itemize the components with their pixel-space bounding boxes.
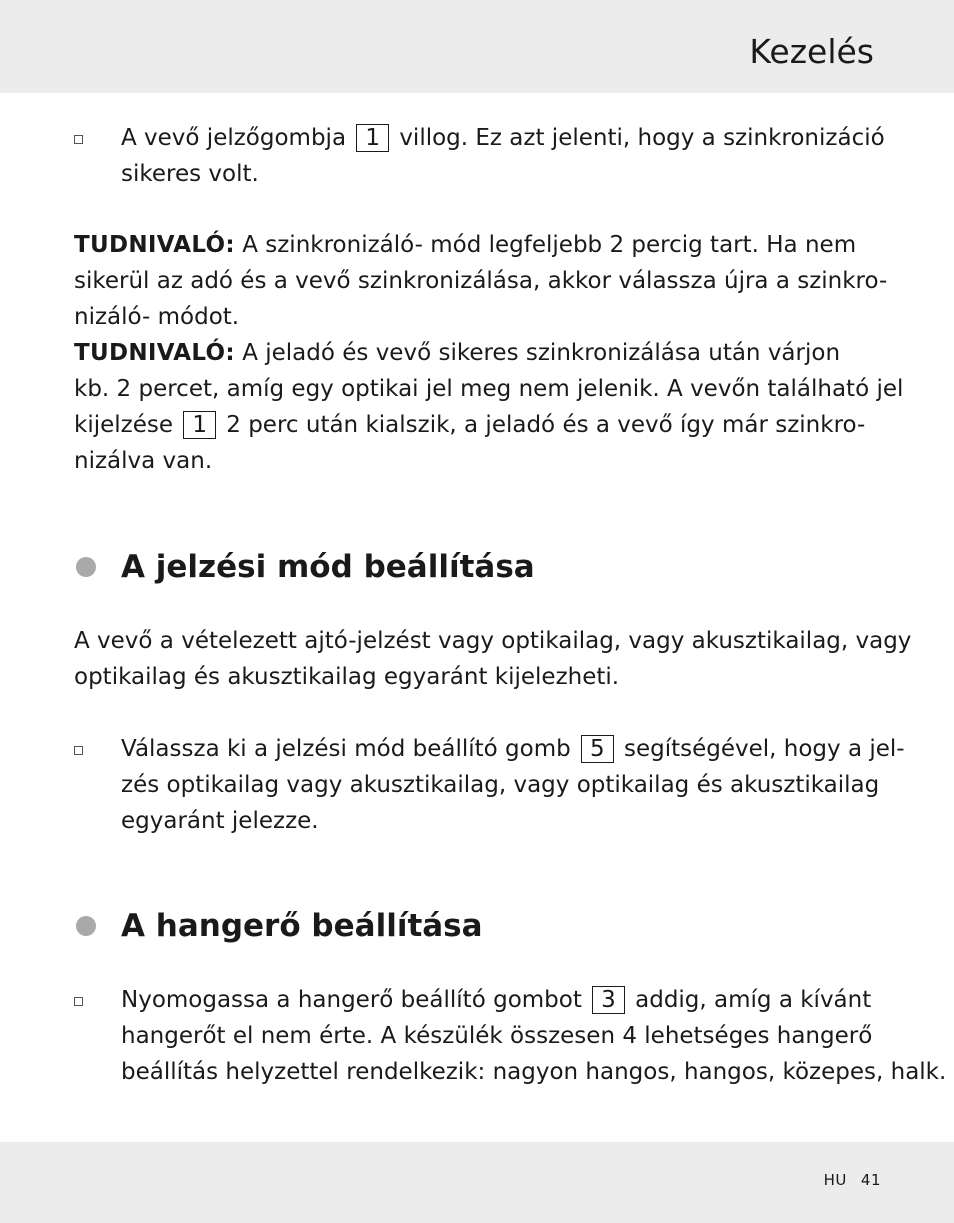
list-item-text: Nyomogassa a hangerő beállító gombot 3 addig, amíg a kívánt hangerőt el nem érte. A készülék összesen 4 lehetséges hangerő beállítás helyzettel rendelkezik: nagyon hangos, hangos, közepes, halk. [121, 987, 947, 1085]
section-heading-volume: A hangerő beállítása [74, 904, 894, 948]
section-signal-mode-intro: A vevő a vételezett ajtó-jelzést vagy optikailag, vagy akusztikailag, vagy optikailag és akusztikailag egyaránt kijelezheti. [74, 628, 912, 690]
page-number-value: 41 [860, 1171, 881, 1189]
language-code: HU [823, 1171, 847, 1189]
section-heading-signal-mode: A jelzési mód beállítása [74, 545, 894, 589]
note-optical-signal: TUDNIVALÓ: A jeladó és vevő sikeres szinkronizálása után várjon kb. 2 percet, amíg egy optikai jel meg nem jelenik. A vevőn található jel kijelzése 1 2 perc után kialszik, a jeladó és a vevő így már szinkro- nizálva van. [74, 340, 904, 474]
reference-number-box: 3 [592, 986, 625, 1014]
checkbox-bullet-icon [74, 135, 83, 144]
list-item-text: Válassza ki a jelzési mód beállító gomb 5 segítségével, hogy a jel- zés optikailag vagy akusztikailag, vagy optikailag és akusztikailag egyaránt jelezze. [121, 736, 905, 834]
checkbox-bullet-icon [74, 746, 83, 755]
reference-number-box: 1 [183, 411, 216, 439]
list-item-set-volume [74, 982, 947, 1090]
page-title: Kezelés [749, 32, 874, 71]
list-item-sync-success [74, 120, 894, 192]
note-label: TUDNIVALÓ: [74, 232, 235, 258]
reference-number-box: 5 [581, 735, 614, 763]
list-item-select-signal-mode [74, 731, 905, 839]
list-item-text: A vevő jelzőgombja 1 villog. Ez azt jelenti, hogy a szinkronizáció sikeres volt. [121, 125, 885, 187]
page-header [0, 0, 954, 93]
page-number [824, 1170, 881, 1190]
note-label: TUDNIVALÓ: [74, 340, 235, 366]
heading-bullet-icon [76, 916, 96, 936]
note-sync-duration: TUDNIVALÓ: A szinkronizáló- mód legfeljebb 2 percig tart. Ha nem sikerül az adó és a vevő szinkronizálása, akkor válassza újra a szinkro- nizáló- módot. [74, 232, 888, 330]
reference-number-box: 1 [356, 124, 389, 152]
page-footer [0, 1142, 954, 1223]
heading-bullet-icon [76, 557, 96, 577]
checkbox-bullet-icon [74, 997, 83, 1006]
